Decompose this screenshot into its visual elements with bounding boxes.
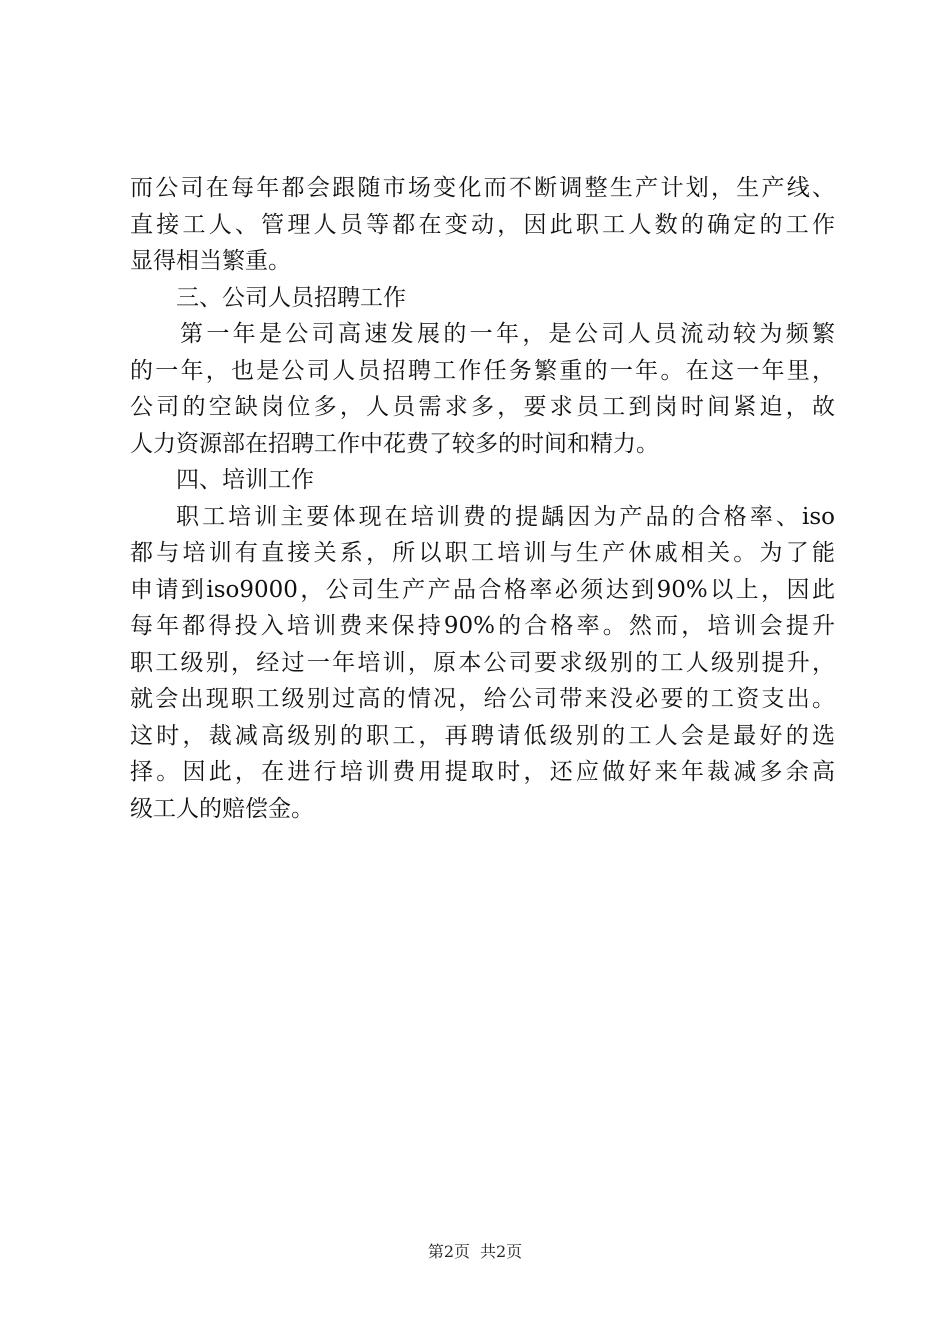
body-line: 级工人的赔偿金。	[130, 795, 314, 822]
body-line: 而公司在每年都会跟随市场变化而不断调整生产计划，生产线、	[130, 175, 835, 201]
body-line: 职工级别，经过一年培训，原本公司要求级别的工人级别提升，	[130, 649, 835, 676]
section-heading: 三、公司人员招聘工作	[176, 284, 406, 311]
body-line: 直接工人、管理人员等都在变动，因此职工人数的确定的工作	[130, 211, 835, 238]
body-line: 的一年，也是公司人员招聘工作任务繁重的一年。在这一年里，	[130, 357, 835, 384]
document-body	[130, 170, 835, 827]
page-total: 共2页	[480, 1242, 523, 1261]
body-line: 就会出现职工级别过高的情况，给公司带来没必要的工资支出。	[130, 686, 835, 712]
body-line: 人力资源部在招聘工作中花费了较多的时间和精力。	[130, 430, 659, 457]
page-footer	[0, 1242, 950, 1262]
body-line: 申请到iso9000，公司生产产品合格率必须达到90%以上，因此	[130, 576, 835, 603]
paragraph-first-line: 职工培训主要体现在培训费的提龋因为产品的合格率、iso	[176, 503, 835, 530]
body-line: 都与培训有直接关系，所以职工培训与生产休戚相关。为了能	[130, 540, 835, 566]
body-line: 每年都得投入培训费来保持90%的合格率。然而，培训会提升	[130, 613, 835, 639]
body-line: 公司的空缺岗位多，人员需求多，要求员工到岗时间紧迫，故	[130, 394, 835, 420]
body-line: 这时，裁减高级别的职工，再聘请低级别的工人会是最好的选	[130, 722, 835, 749]
body-line: 择。因此，在进行培训费用提取时，还应做好来年裁减多余高	[130, 759, 835, 785]
page-number: 第2页	[427, 1242, 470, 1261]
paragraph-first-line: 第一年是公司高速发展的一年，是公司人员流动较为频繁	[180, 321, 835, 347]
body-line: 显得相当繁重。	[130, 248, 291, 274]
section-heading: 四、培训工作	[176, 467, 314, 493]
